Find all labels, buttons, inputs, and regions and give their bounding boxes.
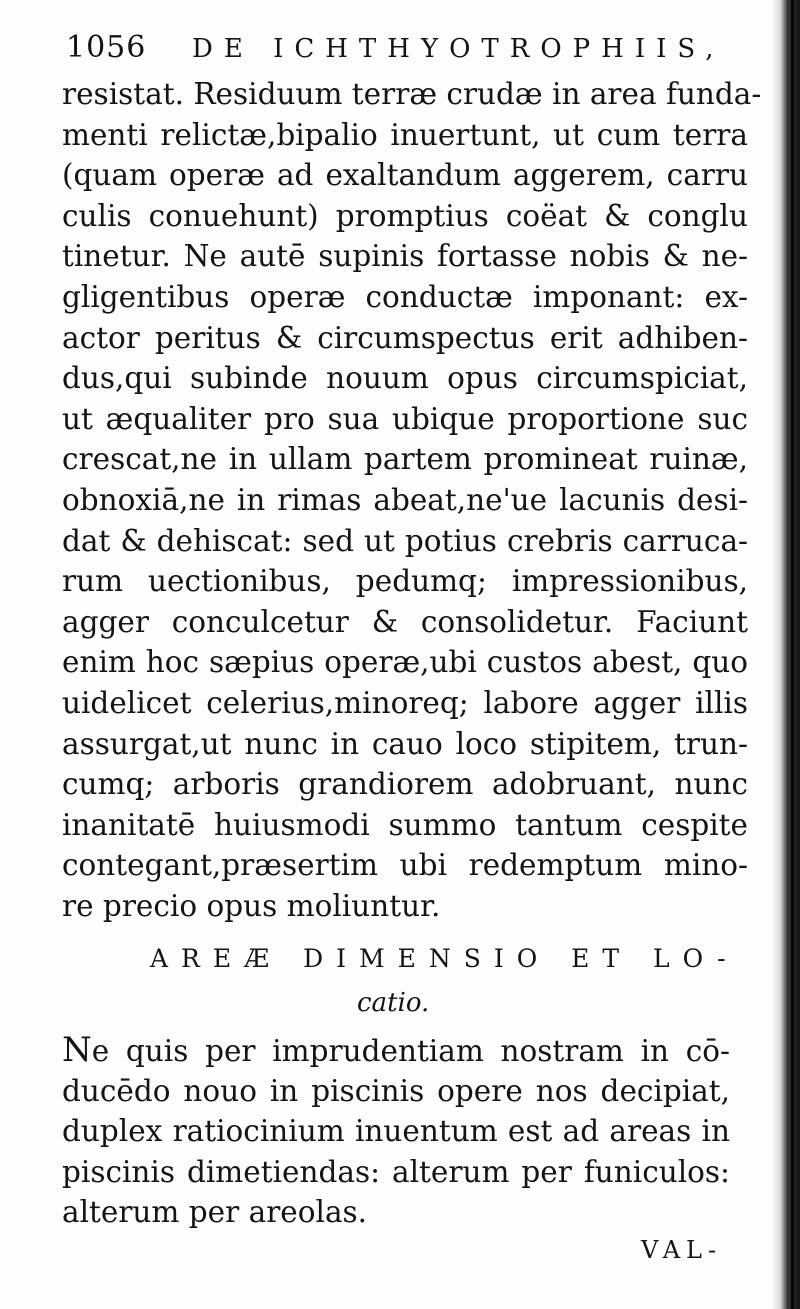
binding-edge (791, 0, 794, 1309)
text-line: menti relictæ,bipalio inuertunt, ut cum terra (62, 117, 748, 152)
page-header (66, 30, 746, 70)
text-line: piscinis dimetiendas: alterum per funiculos: (62, 1154, 730, 1189)
text-line: ducēdo nouo in piscinis opere nos decipiat, (62, 1073, 730, 1108)
text-line: crescat,ne in ullam partem promineat ruinæ, (62, 442, 748, 477)
text-line: resistat. Residuum terræ crudæ in area funda- (62, 77, 762, 111)
text-line: cumq; arboris grandiorem adobruant, nunc (62, 767, 748, 802)
text-line: dat & dehiscat: sed ut potius crebris carruca- (62, 523, 748, 558)
section-heading-continuation: catio. (357, 988, 430, 1018)
page-number: 1056 (66, 30, 147, 65)
initial-letter: N (62, 1030, 92, 1070)
section-heading: AREÆ DIMENSIO ET LO- (150, 944, 739, 973)
text-line: tinetur. Ne autē supinis fortasse nobis & ne- (62, 239, 748, 274)
text-line: culis conuehunt) promptius coëat & conglu (62, 198, 748, 233)
text-line: rum uectionibus, pedumq; impressionibus, (62, 564, 748, 599)
text-line: assurgat,ut nunc in cauo loco stipitem, trun- (62, 726, 748, 761)
text-line: uidelicet celerius,minoreq; labore agger illis (62, 685, 748, 720)
page-gutter (772, 0, 800, 1309)
text-line: inanitatē huiusmodi summo tantum cespite (62, 807, 748, 842)
text-line: (quam operæ ad exaltandum aggerem, carru (62, 158, 748, 193)
text-line: ut æqualiter pro sua ubique proportione suc (62, 401, 748, 436)
paragraph-1 (62, 74, 762, 926)
text-line: contegant,præsertim ubi redemptum mino- (62, 848, 748, 883)
text-line (62, 1030, 730, 1071)
text-line: gligentibus operæ conductæ imponant: ex- (62, 279, 748, 314)
catchword: VAL- (641, 1236, 723, 1264)
text-line: agger conculcetur & consolidetur. Faciunt (62, 604, 748, 639)
text-line-rest: e quis per imprudentiam nostram in cō- (91, 1034, 730, 1068)
text-line: enim hoc sæpius operæ,ubi custos abest, quo (62, 645, 748, 680)
paragraph-2 (62, 1030, 730, 1233)
text-line: duplex ratiocinium inuentum est ad areas in (62, 1114, 730, 1149)
text-line: actor peritus & circumspectus erit adhiben- (62, 320, 748, 355)
text-line: alterum per areolas. (62, 1195, 368, 1230)
text-line: re precio opus moliuntur. (62, 888, 441, 923)
text-line: dus,qui subinde nouum opus circumspiciat, (62, 361, 748, 396)
running-head: DE ICHTHYOTROPHIIS, (192, 34, 725, 64)
text-line: obnoxiā,ne in rimas abeat,ne'ue lacunis desi- (62, 482, 748, 517)
